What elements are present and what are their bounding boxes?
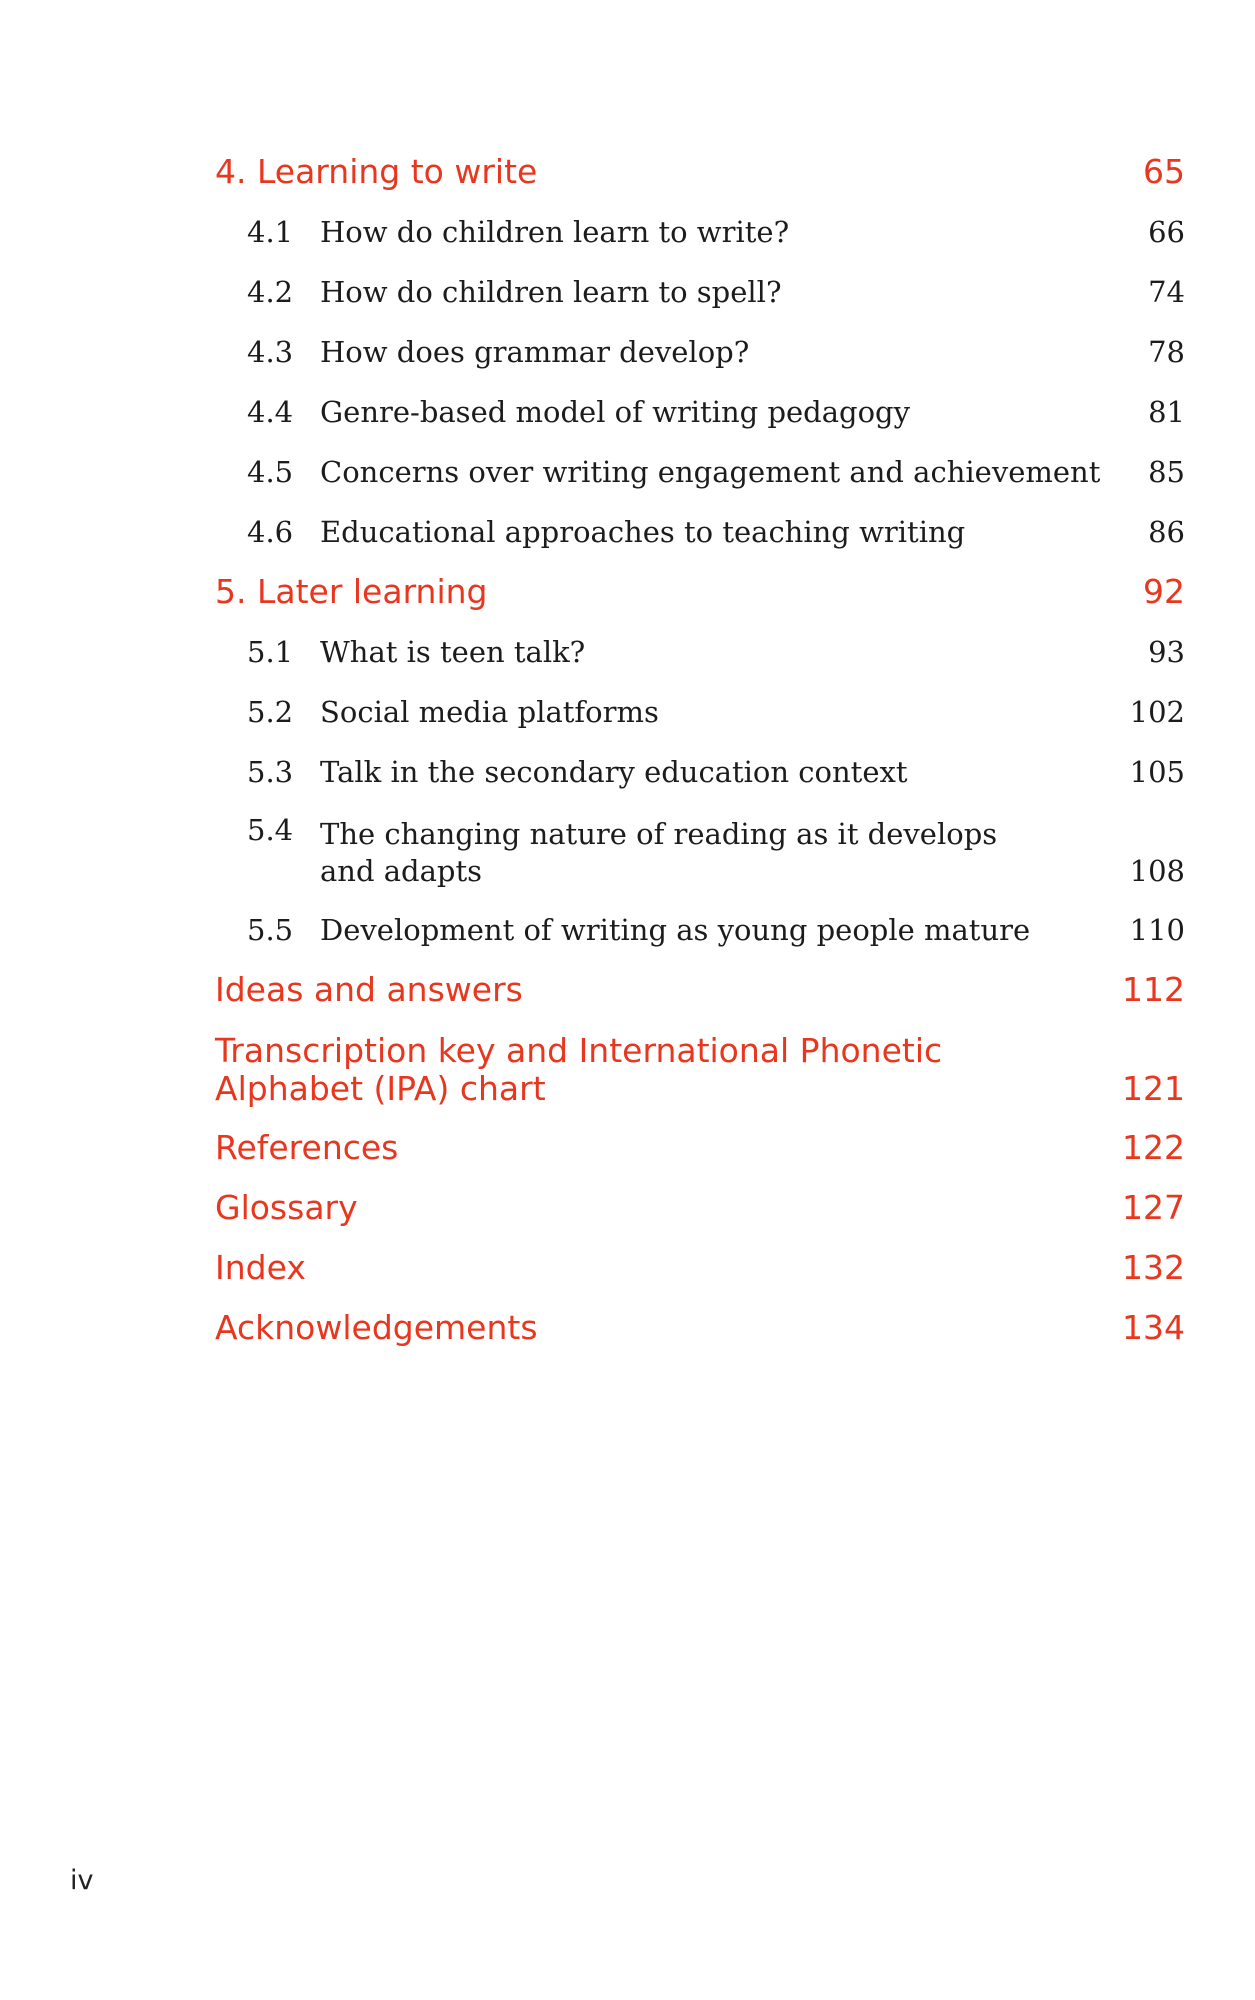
table-of-contents xyxy=(215,152,1185,1368)
toc-section-4-1 xyxy=(215,212,1185,252)
toc-chapter-5 xyxy=(215,572,1185,612)
toc-section-4-4 xyxy=(215,392,1185,432)
toc-glossary xyxy=(215,1188,1185,1228)
section-number: 5.2 xyxy=(247,695,294,729)
section-number: 4.6 xyxy=(247,515,294,549)
section-number: 5.4 xyxy=(247,813,294,847)
toc-index xyxy=(215,1248,1185,1288)
toc-section-5-2 xyxy=(215,692,1185,732)
end-matter-title: Ideas and answers xyxy=(215,970,523,1009)
section-title: Social media platforms xyxy=(320,695,659,729)
section-page-number: 74 xyxy=(1148,275,1185,309)
chapter-title: 5. Later learning xyxy=(215,572,488,611)
section-number: 4.3 xyxy=(247,335,294,369)
section-page-number: 86 xyxy=(1148,515,1185,549)
toc-chapter-4 xyxy=(215,152,1185,192)
toc-transcription-key xyxy=(215,1030,1185,1108)
end-matter-title: Acknowledgements xyxy=(215,1308,538,1347)
toc-references xyxy=(215,1128,1185,1168)
toc-ideas-and-answers xyxy=(215,970,1185,1010)
section-number: 4.5 xyxy=(247,455,294,489)
end-matter-page-number: 122 xyxy=(1122,1128,1185,1167)
section-page-number: 110 xyxy=(1129,913,1185,947)
section-title: How does grammar develop? xyxy=(320,335,750,369)
section-title: How do children learn to write? xyxy=(320,215,790,249)
section-number: 4.1 xyxy=(247,215,294,249)
page-folio: iv xyxy=(70,1865,94,1896)
chapter-page-number: 92 xyxy=(1143,572,1185,611)
section-page-number: 66 xyxy=(1148,215,1185,249)
section-page-number: 85 xyxy=(1148,455,1185,489)
section-page-number: 78 xyxy=(1148,335,1185,369)
toc-section-4-6 xyxy=(215,512,1185,552)
chapter-page-number: 65 xyxy=(1143,152,1185,191)
section-title: Concerns over writing engagement and achievement xyxy=(320,455,1101,489)
section-page-number: 93 xyxy=(1148,635,1185,669)
end-matter-page-number: 127 xyxy=(1122,1188,1185,1227)
toc-section-5-4 xyxy=(215,812,1185,890)
section-title: Genre-based model of writing pedagogy xyxy=(320,395,910,429)
toc-section-4-3 xyxy=(215,332,1185,372)
section-title: The changing nature of reading as it develops and adapts xyxy=(320,817,998,888)
section-page-number: 108 xyxy=(1129,854,1185,888)
toc-section-5-3 xyxy=(215,752,1185,792)
section-page-number: 102 xyxy=(1129,695,1185,729)
toc-acknowledgements xyxy=(215,1308,1185,1348)
end-matter-page-number: 112 xyxy=(1122,970,1185,1009)
section-title: Educational approaches to teaching writing xyxy=(320,515,966,549)
section-title: Development of writing as young people mature xyxy=(320,913,1031,947)
toc-section-5-1 xyxy=(215,632,1185,672)
toc-section-5-5 xyxy=(215,910,1185,950)
section-page-number: 81 xyxy=(1148,395,1185,429)
toc-section-4-2 xyxy=(215,272,1185,312)
end-matter-page-number: 121 xyxy=(1122,1069,1185,1108)
section-number: 5.1 xyxy=(247,635,294,669)
end-matter-title: Transcription key and International Phonetic Alphabet (IPA) chart xyxy=(215,1031,943,1108)
section-number: 5.3 xyxy=(247,755,294,789)
section-number: 4.4 xyxy=(247,395,294,429)
chapter-title: 4. Learning to write xyxy=(215,152,538,191)
section-title: Talk in the secondary education context xyxy=(320,755,908,789)
end-matter-title: Glossary xyxy=(215,1188,358,1227)
end-matter-page-number: 132 xyxy=(1122,1248,1185,1287)
section-number: 5.5 xyxy=(247,913,294,947)
section-number: 4.2 xyxy=(247,275,294,309)
toc-section-4-5 xyxy=(215,452,1185,492)
end-matter-title: References xyxy=(215,1128,399,1167)
section-page-number: 105 xyxy=(1129,755,1185,789)
section-title: How do children learn to spell? xyxy=(320,275,782,309)
end-matter-title: Index xyxy=(215,1248,306,1287)
end-matter-page-number: 134 xyxy=(1122,1308,1185,1347)
section-title: What is teen talk? xyxy=(320,635,586,669)
